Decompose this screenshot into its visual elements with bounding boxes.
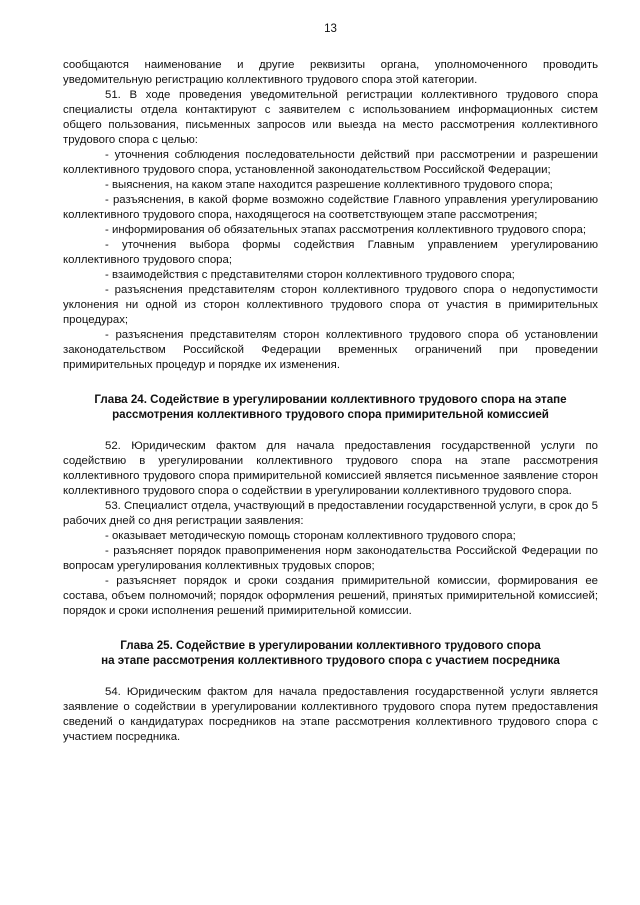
paragraph-51: 51. В ходе проведения уведомительной регистрации коллективного трудового спора специалисты отдела контактируют с заявителем с использованием информационных систем общего пользования, письменных запросов или выезда на место рассмотрения коллективного трудового спора с целью: [63,89,598,146]
heading-line: рассмотрения коллективного трудового спора примирительной комиссией [112,408,549,421]
list-item: - разъясняет порядок правоприменения норм законодательства Российской Федерации по вопросам урегулирования коллективных трудовых споров; [63,545,598,572]
paragraph-53: 53. Специалист отдела, участвующий в предоставлении государственной услуги, в срок до 5 рабочих дней со дня регистрации заявления: [63,500,598,527]
paragraph-52: 52. Юридическим фактом для начала предоставления государственной услуги по содействию в урегулировании коллективного трудового спора на этапе рассмотрения коллективного трудового спора примирительной комиссией является письменное заявление сторон коллективного трудового спора о содействии в урегулировании коллективного трудового спора. [63,440,598,497]
paragraph-54: 54. Юридическим фактом для начала предоставления государственной услуги является заявление о содействии в урегулировании коллективного трудового спора путем предоставления сведений о кандидатурах посредников на этапе рассмотрения коллективного трудового спора с участием посредника. [63,686,598,743]
chapter-25-heading [63,638,598,668]
list-item: - уточнения соблюдения последовательности действий при рассмотрении и разрешении коллективного трудового спора, установленной законодательством Российской Федерации; [63,149,598,176]
list-item: - оказывает методическую помощь сторонам коллективного трудового спора; [105,530,516,542]
chapter-24-heading [63,392,598,422]
list-item: - разъяснения, в какой форме возможно содействие Главного управления урегулированию коллективного трудового спора, находящегося на соответствующем этапе рассмотрения; [63,194,598,221]
heading-line: Глава 24. Содействие в урегулировании коллективного трудового спора на этапе [94,393,567,406]
list-item: - разъяснения представителям сторон коллективного трудового спора о недопустимости уклонения ни одной из сторон коллективного трудового спора от участия в примирительных процедурах; [63,284,598,326]
heading-line: Глава 25. Содействие в урегулировании коллективного трудового спора [120,639,541,652]
list-item: - разъяснения представителям сторон коллективного трудового спора об установлении законодательством Российской Федерации временных ограничений при проведении примирительных процедур и порядке их изменения. [63,329,598,371]
section-chapter-25 [63,685,598,745]
section-chapter-24 [63,439,598,619]
list-item: - выяснения, на каком этапе находится разрешение коллективного трудового спора; [105,179,553,191]
list-item: - уточнения выбора формы содействия Главным управлением урегулированию коллективного трудового спора; [63,239,598,266]
page-number: 13 [324,23,337,35]
list-item: - информирования об обязательных этапах рассмотрения коллективного трудового спора; [105,224,587,236]
list-item: - разъясняет порядок и сроки создания примирительной комиссии, формирования ее состава, объем полномочий; порядок оформления решений, принятых примирительной комиссией; порядок и сроки исполнения решений примирительной комиссии. [63,575,598,617]
list-item: - взаимодействия с представителями сторон коллективного трудового спора; [105,269,515,281]
section-intro [63,58,598,373]
heading-line: на этапе рассмотрения коллективного трудового спора с участием посредника [101,654,560,667]
paragraph: сообщаются наименование и другие реквизиты органа, уполномоченного проводить уведомительную регистрацию коллективного трудового спора этой категории. [63,59,598,86]
